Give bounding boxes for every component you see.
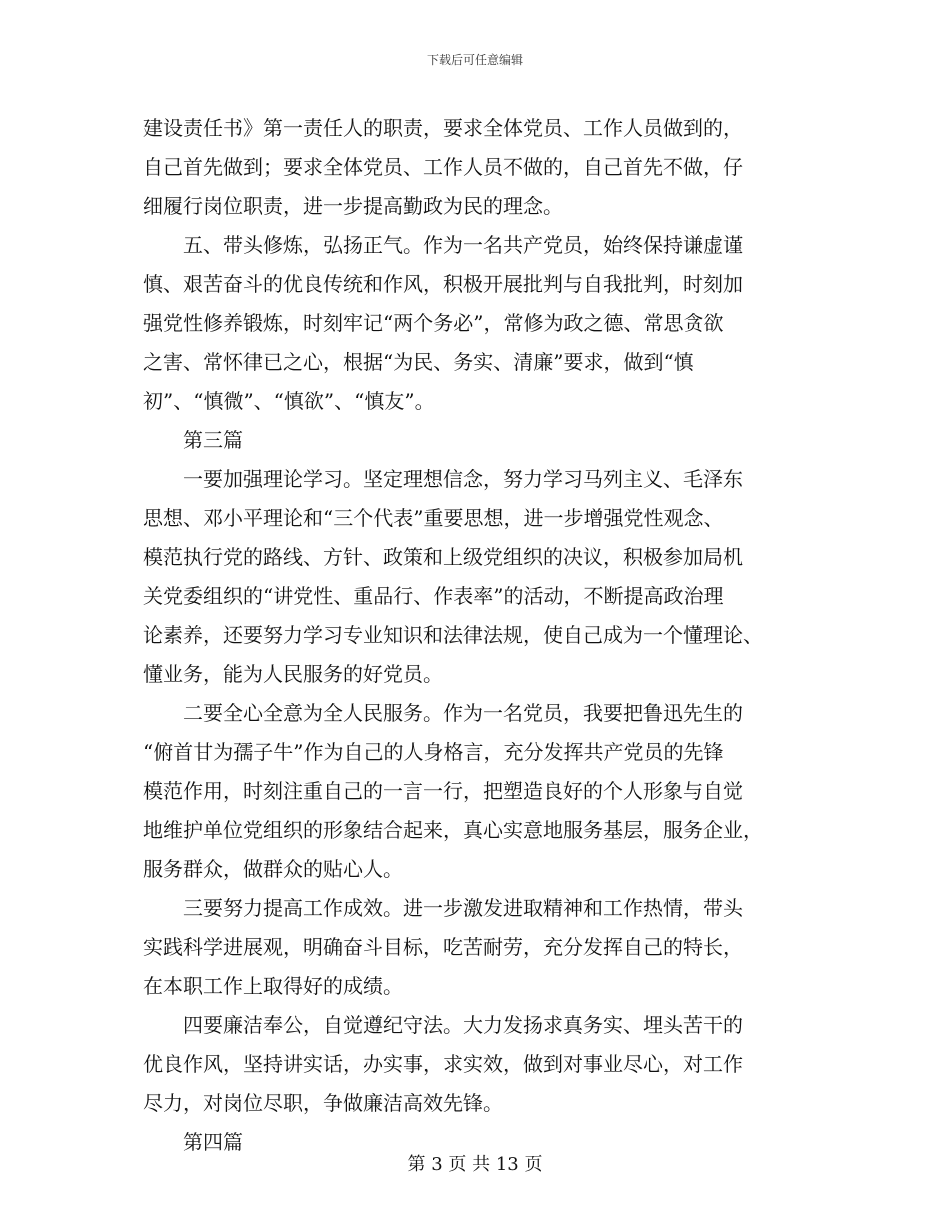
text-line: 初”、“慎微”、“慎欲”、“慎友”。 [143, 389, 435, 413]
text-line: 建设责任书》第一责任人的职责，要求全体党员、工作人员做到的， [143, 116, 743, 140]
section-heading: 第三篇 [143, 428, 243, 452]
text-line: 强党性修养锻炼，时刻牢记“两个务必”，常修为政之德、常思贪欲 [143, 311, 724, 335]
text-line: 慎、艰苦奋斗的优良传统和作风，积极开展批判与自我批判，时刻加 [143, 272, 743, 296]
text-line: 二要全心全意为全人民服务。作为一名党员，我要把鲁迅先生的 [143, 701, 743, 725]
text-line: 模范执行党的路线、方针、政策和上级党组织的决议，积极参加局机 [143, 545, 743, 569]
text-line: 三要努力提高工作成效。进一步激发进取精神和工作热情，带头 [143, 896, 743, 920]
text-line: 之害、常怀律已之心，根据“为民、务实、清廉”要求，做到“慎 [143, 350, 694, 374]
text-line: 细履行岗位职责，进一步提高勤政为民的理念。 [143, 194, 563, 218]
text-line: 五、带头修炼，弘扬正气。作为一名共产党员，始终保持谦虚谨 [143, 233, 743, 257]
text-line: 尽力，对岗位尽职，争做廉洁高效先锋。 [143, 1091, 503, 1115]
page-header: 下载后可任意编辑 [426, 53, 523, 67]
text-line: 论素养，还要努力学习专业知识和法律法规，使自己成为一个懂理论、 [143, 623, 763, 647]
text-line: 实践科学进展观，明确奋斗目标，吃苦耐劳，充分发挥自己的特长， [143, 935, 743, 959]
text-line: 懂业务，能为人民服务的好党员。 [143, 662, 443, 686]
text-line: 自己首先做到；要求全体党员、工作人员不做的，自己首先不做，仔 [143, 155, 743, 179]
text-line: 在本职工作上取得好的成绩。 [143, 974, 403, 998]
text-line: 服务群众，做群众的贴心人。 [143, 857, 403, 881]
text-line: 四要廉洁奉公，自觉遵纪守法。大力发扬求真务实、埋头苦干的 [143, 1013, 743, 1037]
document-body [143, 109, 811, 1162]
page-footer: 第 3 页 共 13 页 [407, 1154, 543, 1175]
text-line: 优良作风，坚持讲实话，办实事，求实效，做到对事业尽心，对工作 [143, 1052, 743, 1076]
text-line: 地维护单位党组织的形象结合起来，真心实意地服务基层，服务企业， [143, 818, 763, 842]
text-line: 一要加强理论学习。坚定理想信念，努力学习马列主义、毛泽东 [143, 467, 743, 491]
text-line: “俯首甘为孺子牛”作为自己的人身格言，充分发挥共产党员的先锋 [143, 740, 724, 764]
text-line: 模范作用，时刻注重自己的一言一行，把塑造良好的个人形象与自觉 [143, 779, 743, 803]
section-heading: 第四篇 [143, 1130, 243, 1154]
text-line: 思想、邓小平理论和“三个代表”重要思想，进一步增强党性观念、 [143, 506, 724, 530]
text-line: 关党委组织的“讲党性、重品行、作表率”的活动，不断提高政治理 [143, 584, 724, 608]
